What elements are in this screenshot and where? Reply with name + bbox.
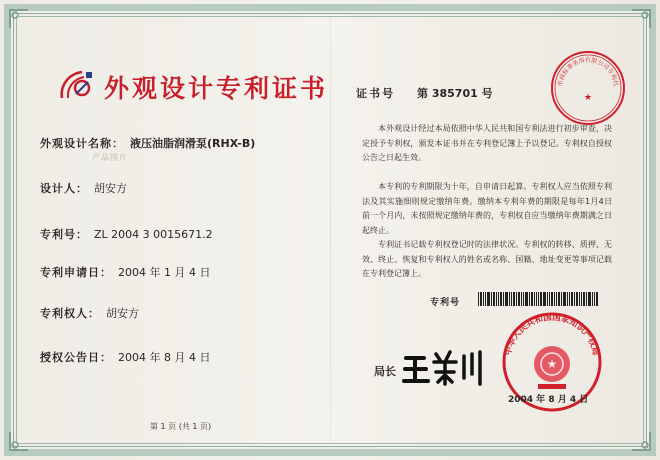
- patent-number-label: 专利号：: [40, 228, 88, 241]
- national-seal-text: 中华人民共和国国家知识产权局: [503, 312, 601, 357]
- patent-number-value: ZL 2004 3 0015671.2: [94, 228, 213, 241]
- body-paragraph-2: 本专利的专利期限为十年，自申请日起算。专利权人应当依照专利法及其实施细则规定缴纳年费。缴纳本专利年费的期限是每年1月4日前一个月内，未按照规定缴纳年费的，专利权自应当缴纳年费期满之日起终止。: [362, 182, 612, 235]
- certificate-number-value: 第 385701 号: [417, 87, 493, 100]
- director-signature: [400, 346, 490, 388]
- body-paragraph-3: 专利证书记载专利权登记时的法律状况。专利权的转移、质押、无效、终止、恢复和专利权人的姓名或名称、国籍、地址变更等事项记载在专利登记簿上。: [362, 240, 612, 278]
- grant-date-value: 2004 年 8 月 4 日: [118, 351, 211, 364]
- certificate-header: [58, 66, 329, 106]
- svg-text:★: ★: [546, 357, 558, 371]
- design-name-value: 液压油脂润滑泵(RHX-B): [130, 137, 256, 150]
- agency-stamp-text: 市商标事务所有限公司专利代: [556, 57, 620, 87]
- barcode-bar: [478, 292, 479, 306]
- certificate-number: [356, 85, 493, 101]
- corner-ornament-icon: [8, 8, 30, 30]
- grant-date-label: 授权公告日：: [40, 351, 112, 364]
- certificate-number-label: 证书号: [356, 87, 395, 100]
- design-name-field: [40, 135, 255, 151]
- designer-value: 胡安方: [94, 182, 127, 195]
- filing-date-field: [40, 264, 210, 280]
- corner-ornament-icon: [8, 430, 30, 452]
- barcode-bar: [480, 292, 482, 306]
- patent-office-logo-icon: [58, 68, 96, 102]
- body-paragraph-1: 本外观设计经过本局依照中华人民共和国专利法进行初步审查，决定授予专利权，颁发本证书并在专利登记簿上予以登记。专利权自授权公告之日起生效。: [362, 124, 612, 162]
- patentee-value: 胡安方: [106, 307, 139, 320]
- designer-label: 设计人：: [40, 182, 88, 195]
- barcode-bar: [485, 292, 486, 306]
- page-fold: [330, 16, 331, 444]
- filing-date-value: 2004 年 1 月 4 日: [118, 266, 211, 279]
- designer-field: [40, 180, 127, 196]
- corner-ornament-icon: [630, 8, 652, 30]
- faded-note: 产品图片: [92, 153, 128, 162]
- svg-text:★: ★: [583, 93, 593, 103]
- design-name-label: 外观设计名称：: [40, 137, 124, 150]
- patentee-field: [40, 305, 139, 321]
- director-label: 局长: [374, 365, 396, 378]
- agency-stamp: [548, 48, 628, 128]
- seal-date: 2004 年 8 月 4 日: [508, 395, 589, 405]
- barcode-bar: [487, 292, 490, 306]
- patent-number-field: [40, 226, 213, 242]
- certificate-title: 外观设计专利证书: [104, 74, 329, 103]
- barcode-label: 专利号: [430, 298, 461, 308]
- patentee-label: 专利权人：: [40, 307, 100, 320]
- corner-ornament-icon: [630, 430, 652, 452]
- grant-date-field: [40, 349, 210, 365]
- page-indicator: 第 1 页 (共 1 页): [150, 422, 212, 431]
- barcode-bar: [491, 292, 492, 306]
- barcode-bar: [483, 292, 484, 306]
- filing-date-label: 专利申请日：: [40, 266, 112, 279]
